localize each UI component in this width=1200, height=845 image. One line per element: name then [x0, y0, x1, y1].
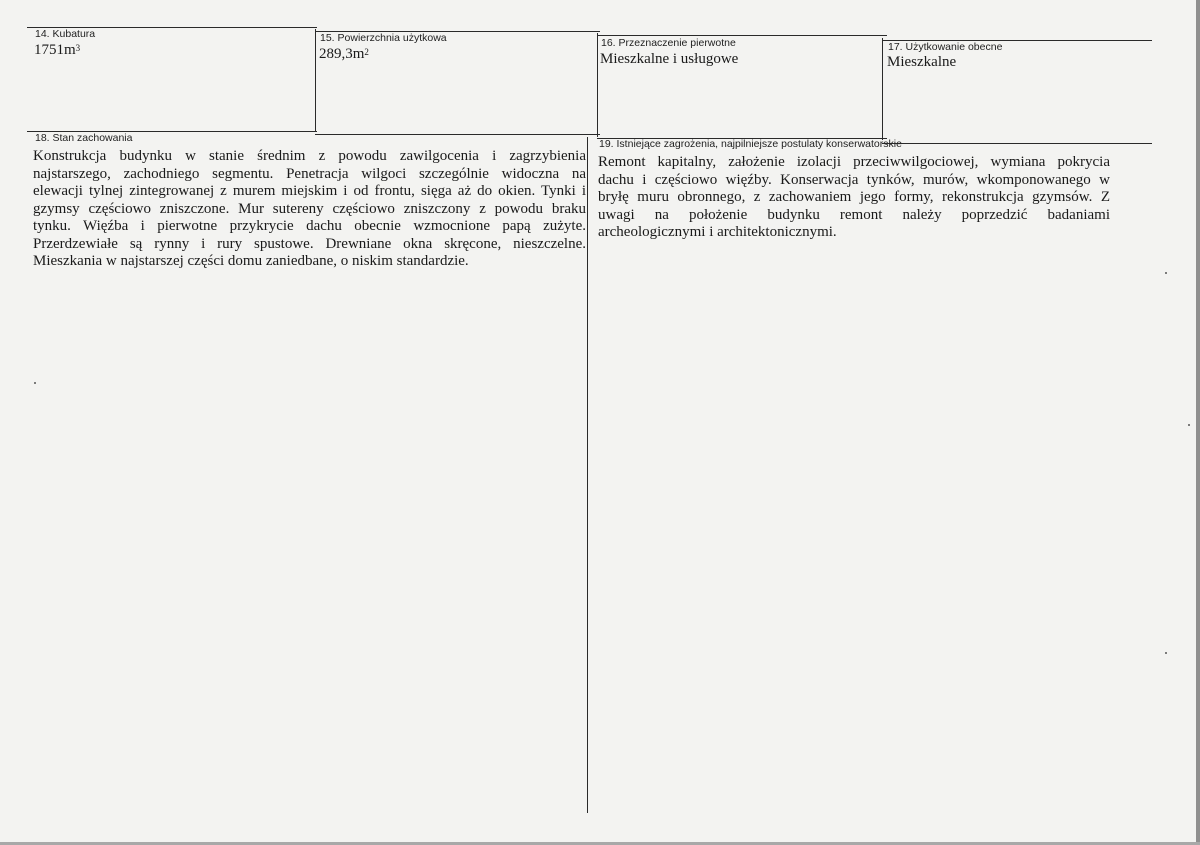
divider-18-19: [587, 137, 588, 813]
stan-line: Mieszkania w najstarszej części domu zaniedbane, o niskim standardzie.: [33, 253, 469, 269]
stan-line: elewacji tylnej zintegrowanej z murem miejskim i od frontu, sięga aż do okien. Tynki i: [33, 183, 586, 199]
powierzchnia-value: [319, 46, 369, 63]
scan-speck: [1165, 652, 1167, 654]
powierzchnia-unit-sup: 2: [364, 47, 369, 57]
divider-15-16: [597, 33, 598, 137]
kubatura-label: 14. Kubatura: [35, 28, 96, 40]
zagrozenia-label: 19. Istniejące zagrożenia, najpilniejsze postulaty konserwatorskie: [599, 138, 902, 150]
kubatura-unit-sup: 3: [75, 43, 81, 53]
zagrozenia-line: bryłę muru obronnego, z zachowaniem jego formy, rekonstrukcja gzymsów. Z: [598, 189, 1110, 205]
mid-border-right2: [882, 143, 1152, 144]
scan-edge-right: [1196, 0, 1200, 845]
divider-16-17: [882, 38, 883, 140]
mid-border-mid: [315, 134, 600, 135]
zagrozenia-text: [598, 154, 1110, 242]
uzytkowanie-value: Mieszkalne: [887, 54, 957, 70]
stan-line: Konstrukcja budynku w stanie średnim z powodu zawilgocenia i zagrzybienia: [33, 148, 586, 164]
zagrozenia-line: uwagi na położenie budynku remont należy poprzedzić badaniami: [598, 206, 1110, 223]
przeznaczenie-label: 16. Przeznaczenie pierwotne: [601, 37, 736, 49]
scan-speck: [34, 382, 36, 384]
zagrozenia-line: dachu i częściowo więźby. Konserwacja tynków, murów, wkomponowanego w: [598, 171, 1110, 188]
zagrozenia-line: Remont kapitalny, założenie izolacji przeciwwilgociowej, wymiana pokrycia: [598, 154, 1110, 170]
powierzchnia-number: 289,3m: [319, 46, 365, 62]
kubatura-value: [34, 42, 80, 59]
stan-line: tynku. Więźba i pierwotne przykrycie dachu obecnie wzmocnione papą zużyte.: [33, 218, 586, 234]
uzytkowanie-label: 17. Użytkowanie obecne: [888, 41, 1003, 53]
kubatura-number: 1751m: [34, 42, 76, 58]
divider-14-15: [315, 29, 316, 132]
top-border-right1: [597, 35, 887, 36]
stan-line: gzymsy częściowo zniszczone. Mur sutereny częściowo zniszczony z powodu braku: [33, 200, 586, 217]
scan-speck: [1188, 424, 1190, 426]
powierzchnia-label: 15. Powierzchnia użytkowa: [320, 32, 447, 44]
stan-text: [33, 148, 586, 271]
przeznaczenie-value: Mieszkalne i usługowe: [600, 51, 739, 67]
scan-speck: [1165, 272, 1167, 274]
stan-line: Przerdzewiałe są rynny i rury spustowe. Drewniane okna skręcone, nieszczelne.: [33, 235, 586, 252]
stan-line: najstarszego, zachodniego segmentu. Penetracja wilgoci szczególnie widoczna na: [33, 165, 586, 182]
zagrozenia-line: archeologicznymi i architektonicznymi.: [598, 224, 837, 240]
stan-label: 18. Stan zachowania: [35, 132, 133, 144]
